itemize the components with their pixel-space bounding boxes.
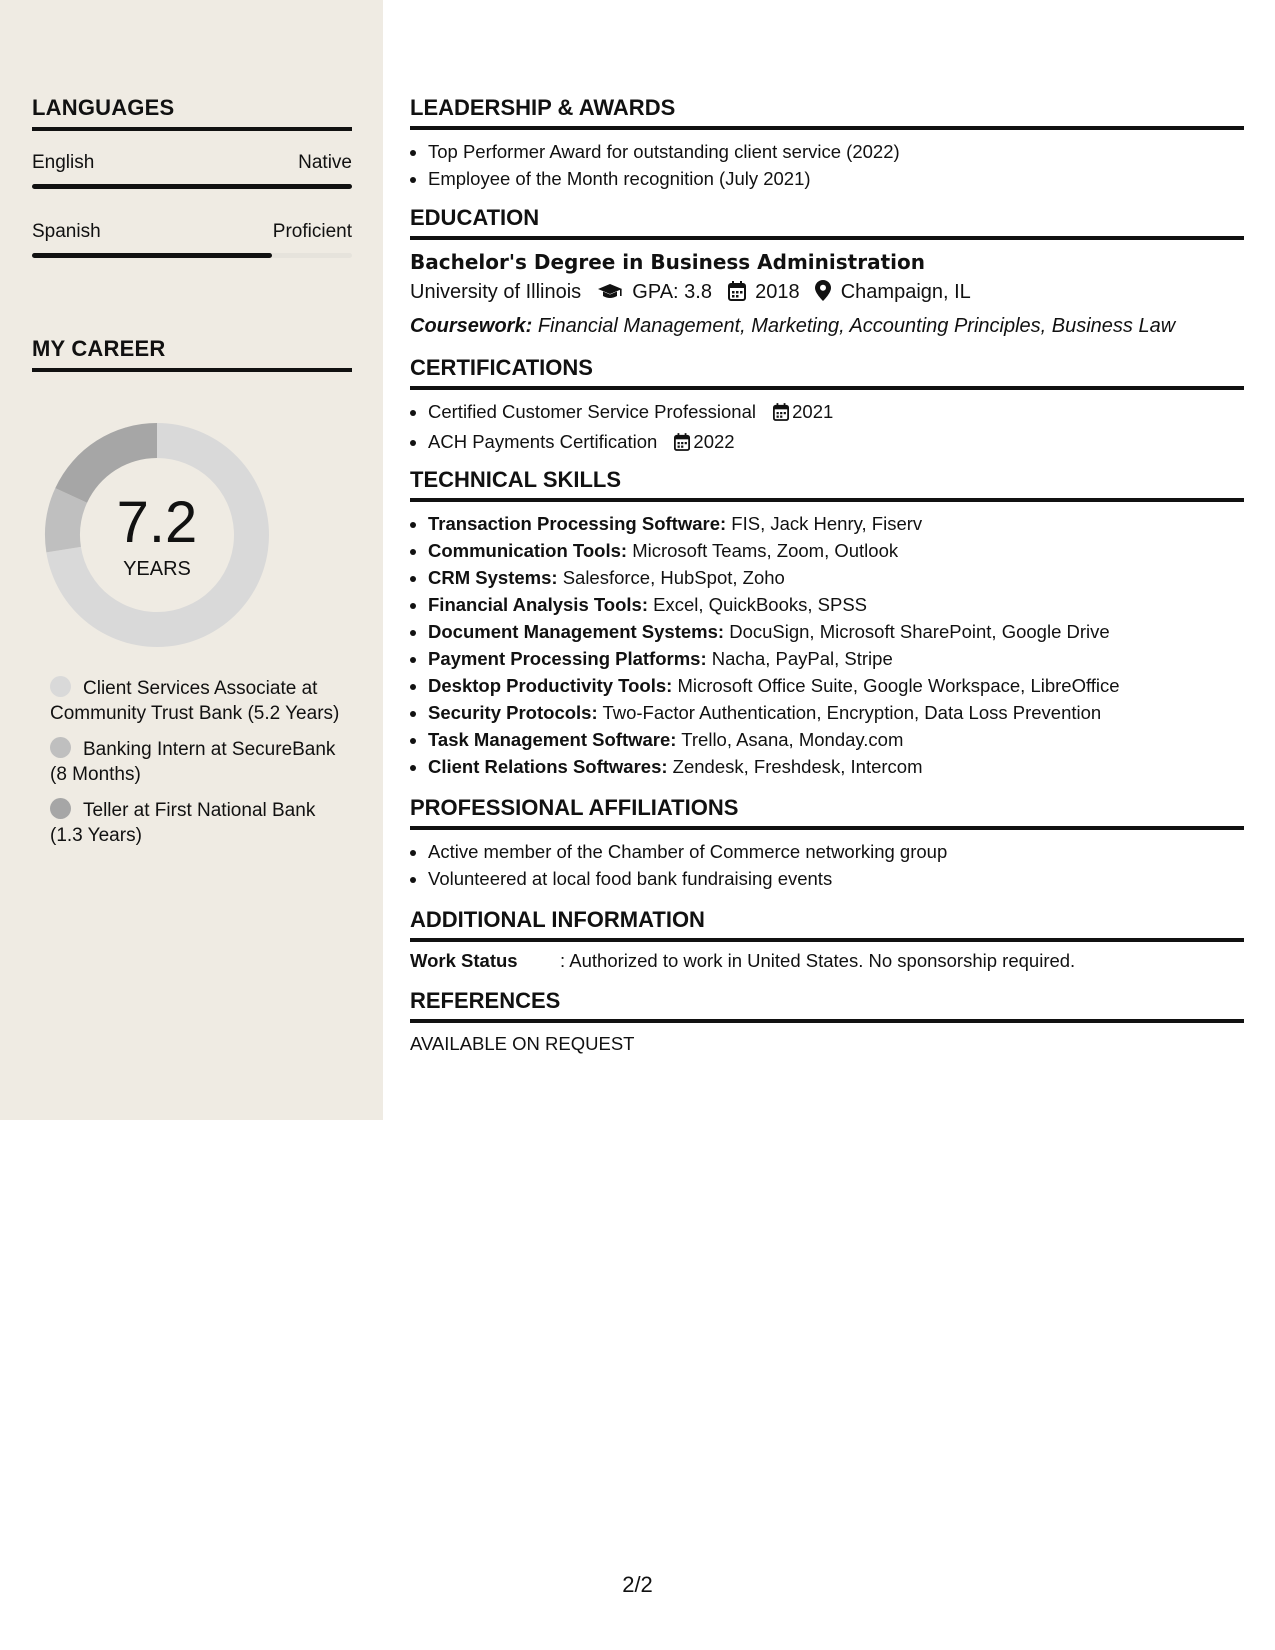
calendar-icon — [674, 431, 690, 458]
skill-item — [428, 726, 1244, 753]
references-section — [410, 988, 1244, 1055]
coursework-value: Financial Management, Marketing, Accounting Principles, Business Law — [537, 315, 1176, 337]
references-text: AVAILABLE ON REQUEST — [410, 1033, 635, 1054]
skill-item — [428, 537, 1244, 564]
skill-value: FIS, Jack Henry, Fiserv — [731, 513, 923, 534]
graduation-cap-icon — [597, 279, 623, 311]
language-name: Spanish — [32, 221, 101, 242]
list-item: • Employee of the Month recognition (July 2021) — [428, 165, 1244, 192]
skill-value: Two-Factor Authentication, Encryption, Data Loss Prevention — [602, 702, 1102, 723]
skill-item — [428, 699, 1244, 726]
map-marker-icon — [815, 279, 831, 311]
section-title: LEADERSHIP & AWARDS — [410, 95, 1244, 130]
technical-skills-section — [410, 467, 1244, 780]
legend-dot — [50, 798, 71, 819]
certification-name: ACH Payments Certification — [428, 431, 658, 452]
skill-value: Microsoft Teams, Zoom, Outlook — [632, 540, 899, 561]
certifications-section — [410, 355, 1244, 458]
affiliations-section — [410, 795, 1244, 892]
career-legend-label: Teller at First National Bank (1.3 Years) — [50, 800, 316, 846]
language-bar-fill — [32, 253, 272, 258]
language-row-english — [32, 152, 352, 174]
skill-label: Client Relations Softwares: — [428, 756, 668, 777]
skill-label: Security Protocols: — [428, 702, 598, 723]
list-item: • Volunteered at local food bank fundraising events — [428, 865, 1244, 892]
work-status-row — [410, 950, 1244, 972]
language-level: Native — [298, 152, 352, 173]
languages-heading: LANGUAGES — [32, 95, 352, 131]
skill-item — [428, 564, 1244, 591]
legend-dot — [50, 737, 71, 758]
language-level: Proficient — [272, 221, 352, 242]
legend-dot — [50, 676, 71, 697]
list-item — [428, 428, 1244, 458]
skill-label: Payment Processing Platforms: — [428, 648, 707, 669]
skill-value: Salesforce, HubSpot, Zoho — [562, 567, 785, 588]
skill-value: Nacha, PayPal, Stripe — [711, 648, 893, 669]
technical-skills-list — [410, 510, 1244, 780]
career-legend-item — [50, 676, 340, 726]
skill-label: Desktop Productivity Tools: — [428, 675, 673, 696]
language-bar-fill — [32, 184, 352, 189]
career-legend — [50, 676, 340, 859]
work-status-label: Work Status — [410, 950, 518, 971]
career-heading: MY CAREER — [32, 336, 352, 372]
skill-label: CRM Systems: — [428, 567, 558, 588]
career-years-unit: YEARS — [123, 557, 191, 580]
certification-year: 2022 — [693, 431, 735, 452]
career-legend-label: Banking Intern at SecureBank (8 Months) — [50, 739, 336, 785]
education-section — [410, 205, 1244, 341]
career-donut-chart — [32, 410, 282, 660]
coursework-label: Coursework: — [410, 315, 533, 337]
section-title: TECHNICAL SKILLS — [410, 467, 1244, 502]
skill-item — [428, 618, 1244, 645]
leadership-list — [410, 138, 1244, 192]
list-item: • Active member of the Chamber of Commerce networking group — [428, 838, 1244, 865]
list-item: • Top Performer Award for outstanding client service (2022) — [428, 138, 1244, 165]
education-details — [410, 276, 1244, 311]
skill-item — [428, 753, 1244, 780]
section-title: EDUCATION — [410, 205, 1244, 240]
skill-item — [428, 510, 1244, 537]
skill-label: Document Management Systems: — [428, 621, 725, 642]
education-location: Champaign, IL — [840, 281, 971, 303]
skill-item — [428, 645, 1244, 672]
education-coursework — [410, 311, 1244, 341]
section-title: ADDITIONAL INFORMATION — [410, 907, 1244, 942]
section-title: PROFESSIONAL AFFILIATIONS — [410, 795, 1244, 830]
education-gpa: GPA: 3.8 — [632, 281, 712, 303]
section-title: CERTIFICATIONS — [410, 355, 1244, 390]
language-row-spanish — [32, 221, 352, 243]
skill-label: Task Management Software: — [428, 729, 677, 750]
section-title: REFERENCES — [410, 988, 1244, 1023]
language-name: English — [32, 152, 95, 173]
calendar-icon — [728, 279, 746, 311]
certifications-list — [410, 398, 1244, 458]
skill-value: Microsoft Office Suite, Google Workspace, LibreOffice — [677, 675, 1120, 696]
list-item — [428, 398, 1244, 428]
skill-value: Zendesk, Freshdesk, Intercom — [672, 756, 923, 777]
education-degree: Bachelor's Degree in Business Administration — [410, 250, 925, 274]
education-school: University of Illinois — [410, 281, 582, 303]
affiliations-list — [410, 838, 1244, 892]
language-bar-spanish — [32, 253, 352, 258]
career-legend-label: Client Services Associate at Community Trust Bank (5.2 Years) — [50, 678, 340, 724]
skill-label: Communication Tools: — [428, 540, 628, 561]
career-donut-center — [32, 410, 282, 660]
certification-year: 2021 — [792, 401, 834, 422]
page-number: 2/2 — [622, 1572, 653, 1597]
leadership-section — [410, 95, 1244, 192]
skill-item — [428, 672, 1244, 699]
work-status-value: : Authorized to work in United States. No sponsorship required. — [560, 950, 1076, 971]
certification-name: Certified Customer Service Professional — [428, 401, 756, 422]
language-bar-english — [32, 184, 352, 189]
sidebar — [0, 0, 383, 1120]
education-year: 2018 — [755, 281, 800, 303]
skill-value: Trello, Asana, Monday.com — [681, 729, 904, 750]
skill-item — [428, 591, 1244, 618]
skill-label: Financial Analysis Tools: — [428, 594, 648, 615]
career-legend-item — [50, 798, 340, 848]
career-total-years: 7.2 — [116, 489, 198, 555]
calendar-icon — [773, 401, 789, 428]
skill-value: DocuSign, Microsoft SharePoint, Google Drive — [729, 621, 1110, 642]
career-legend-item — [50, 737, 340, 787]
skill-label: Transaction Processing Software: — [428, 513, 727, 534]
additional-info-section — [410, 907, 1244, 972]
skill-value: Excel, QuickBooks, SPSS — [653, 594, 868, 615]
